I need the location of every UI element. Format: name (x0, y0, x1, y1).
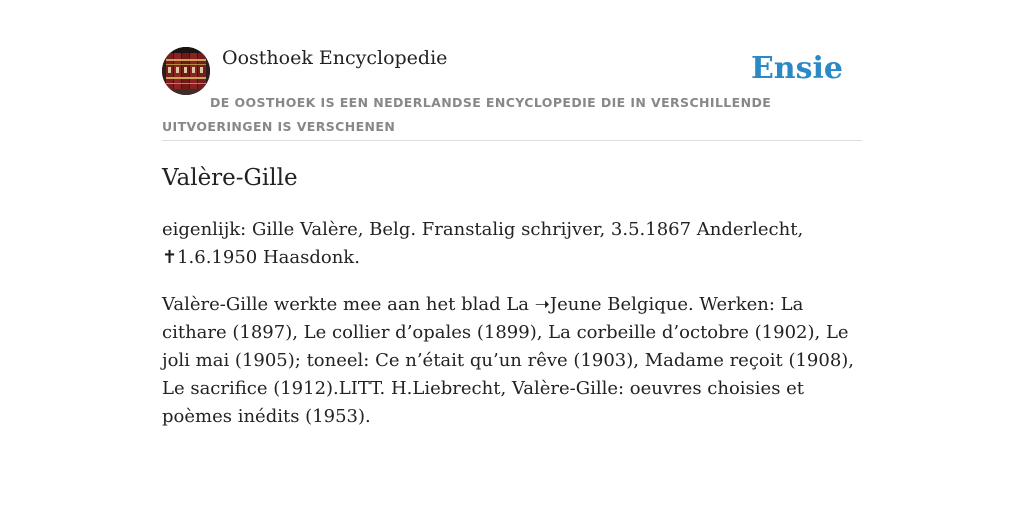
article-paragraph (162, 291, 866, 431)
article-paragraph: eigenlijk: Gille Valère, Belg. Franstalig schrijver, 3.5.1867 Anderlecht, ✝1.6.1950 Haasdonk. (162, 219, 804, 268)
site-tagline: DE OOSTHOEK IS EEN NEDERLANDSE ENCYCLOPEDIE DIE IN VERSCHILLENDE UITVOERINGEN IS VERSCHENEN (162, 95, 772, 134)
site-title[interactable]: Oosthoek Encyclopedie (222, 47, 448, 69)
site-header (162, 46, 862, 141)
ensie-logo-link[interactable]: Ensie (750, 51, 843, 86)
jeune-belgique-link[interactable]: Jeune Belgique (549, 294, 688, 315)
article (162, 162, 866, 431)
article-title: Valère-Gille (162, 165, 298, 191)
paragraph-text: . Werken: La cithare (1897), Le collier d’opales (1899), La corbeille d’octobre (1902), Le joli mai (1905); toneel: Ce n’était qu’un rêve (1903), Madame reçoit (1908), Le sacrifice (1912).LITT. H.Liebrecht, Valère-Gille: oeuvres choisies et poèmes inédits (1953). (162, 294, 855, 427)
encyclopedia-books-icon[interactable] (162, 47, 210, 95)
paragraph-text: Valère-Gille werkte mee aan het blad La (162, 294, 535, 315)
arrow-icon: ➝ (534, 294, 550, 315)
